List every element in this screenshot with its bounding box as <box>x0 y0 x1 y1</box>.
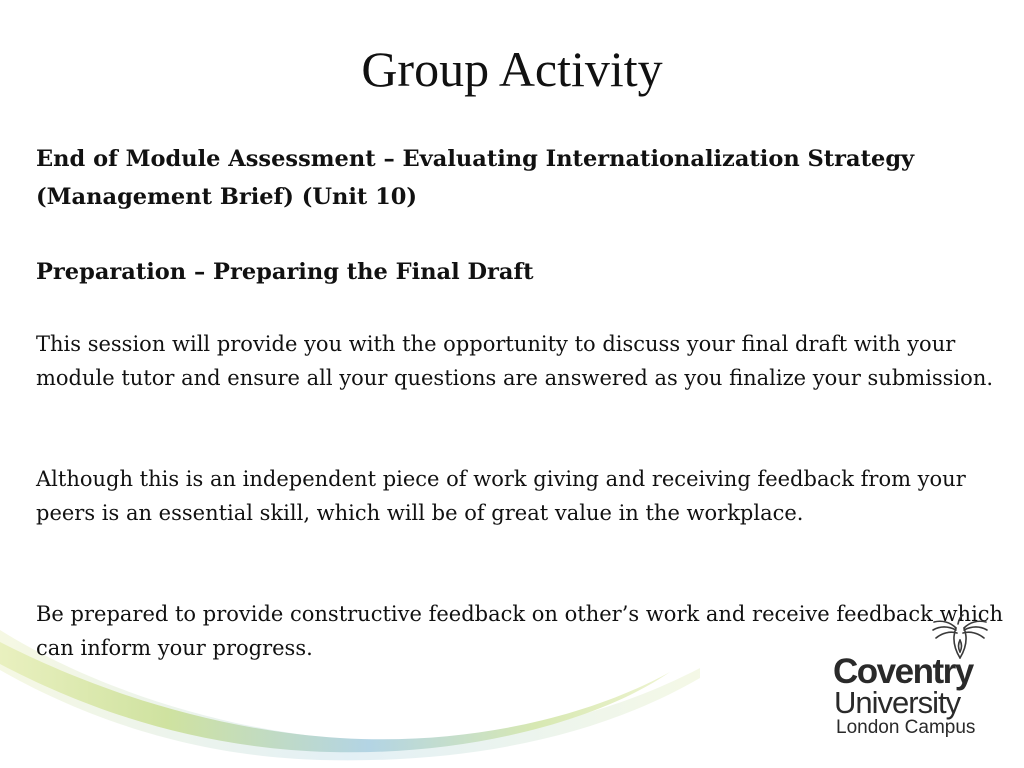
logo-university: University <box>834 685 961 720</box>
paragraph-prepare: Be prepared to provide constructive feedback on other’s work and receive feedback which can inform your progress. <box>36 602 1004 660</box>
paragraph-session: This session will provide you with the opportunity to discuss your final draft with your module tutor and ensure all your questions are answered as you finalize your submission. <box>36 332 994 390</box>
logo-campus: London Campus <box>836 717 976 738</box>
preparation-heading: Preparation – Preparing the Final Draft <box>36 259 534 285</box>
paragraph-feedback: Although this is an independent piece of work giving and receiving feedback from your peers is an essential skill, which will be of great value in the workplace. <box>36 467 966 525</box>
page-title: Group Activity <box>361 41 663 97</box>
assessment-heading: End of Module Assessment – Evaluating Internationalization Strategy (Management Brief) (Unit 10) <box>36 146 915 210</box>
coventry-university-logo <box>830 612 1000 752</box>
logo-coventry: Coventry <box>833 652 973 691</box>
